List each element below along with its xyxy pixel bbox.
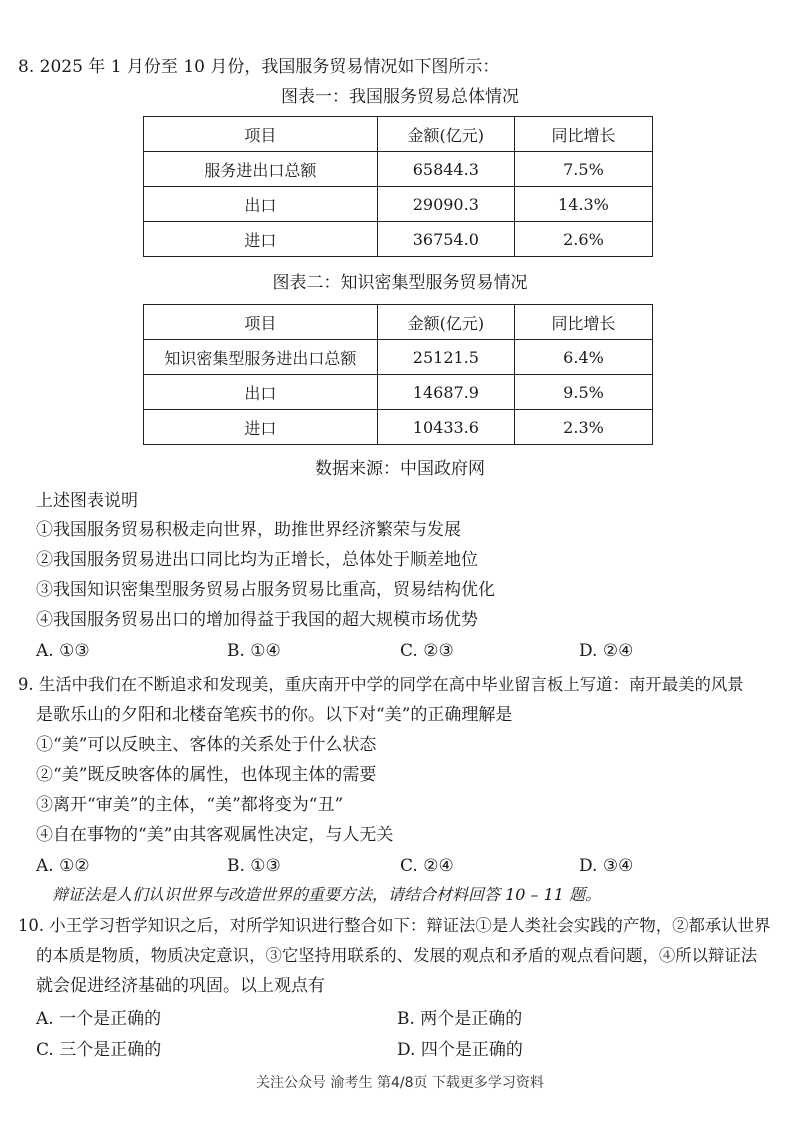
table-cell: 出口 <box>144 375 378 410</box>
table-cell: 14.3% <box>514 187 652 222</box>
table-header-row <box>144 305 653 340</box>
table-header-row <box>144 117 653 152</box>
table-cell: 7.5% <box>514 152 652 187</box>
q9-statement-4: ④自在事物的“美”由其客观属性决定，与人无关 <box>36 825 394 845</box>
table-row <box>144 152 653 187</box>
q9-statement-1: ①“美”可以反映主、客体的关系处于什么状态 <box>36 735 377 755</box>
intro-10-11: 辩证法是人们认识世界与改造世界的重要方法，请结合材料回答 10 – 11 题。 <box>52 885 602 904</box>
table-cell: 进口 <box>144 222 378 257</box>
q10-option-c: C. 三个是正确的 <box>36 1040 162 1060</box>
table-row <box>144 187 653 222</box>
table-header-cell: 同比增长 <box>514 117 652 152</box>
table-row <box>144 222 653 257</box>
q9-option-b: B. ①③ <box>227 856 281 876</box>
q9-statement-3: ③离开“审美”的主体，“美”都将变为“丑” <box>36 795 344 815</box>
q9-option-c: C. ②④ <box>400 856 454 876</box>
table-header-cell: 金额(亿元) <box>377 305 514 340</box>
table-cell: 2.6% <box>514 222 652 257</box>
q8-statement-2: ②我国服务贸易进出口同比均为正增长，总体处于顺差地位 <box>36 550 478 570</box>
table1 <box>143 116 653 257</box>
table-cell: 10433.6 <box>377 410 514 445</box>
q10-stem-line2: 的本质是物质，物质决定意识，③它坚持用联系的、发展的观点和矛盾的观点看问题，④所以辩证法 <box>36 946 758 965</box>
q8-stem: 8. 2025 年 1 月份至 10 月份，我国服务贸易情况如下图所示： <box>18 57 500 77</box>
table-header-cell: 项目 <box>144 117 378 152</box>
q10-option-b: B. 两个是正确的 <box>397 1009 523 1029</box>
q8-option-a: A. ①③ <box>36 641 90 661</box>
table-cell: 14687.9 <box>377 375 514 410</box>
q8-prompt: 上述图表说明 <box>36 491 138 511</box>
data-source: 数据来源：中国政府网 <box>315 459 485 479</box>
q9-option-d: D. ③④ <box>579 856 634 876</box>
table-cell: 知识密集型服务进出口总额 <box>144 340 378 375</box>
q9-stem-line1: 9. 生活中我们在不断追求和发现美，重庆南开中学的同学在高中毕业留言板上写道：南开最美的风景 <box>18 675 744 694</box>
table-cell: 出口 <box>144 187 378 222</box>
q9-stem-line2: 是歌乐山的夕阳和北楼奋笔疾书的你。以下对“美”的正确理解是 <box>36 705 513 725</box>
table-header-cell: 金额(亿元) <box>377 117 514 152</box>
table-cell: 36754.0 <box>377 222 514 257</box>
table-cell: 2.3% <box>515 410 653 445</box>
table-cell: 9.5% <box>515 375 653 410</box>
table-cell: 6.4% <box>515 340 653 375</box>
table-cell: 29090.3 <box>377 187 514 222</box>
table-cell: 25121.5 <box>377 340 514 375</box>
q10-stem-line1: 10. 小王学习哲学知识之后，对所学知识进行整合如下：辩证法①是人类社会实践的产物，②都承认世界 <box>18 916 771 935</box>
q10-stem-line3: 就会促进经济基础的巩固。以上观点有 <box>36 976 325 996</box>
q8-statement-4: ④我国服务贸易出口的增加得益于我国的超大规模市场优势 <box>36 610 478 630</box>
q8-statement-3: ③我国知识密集型服务贸易占服务贸易比重高，贸易结构优化 <box>36 580 495 600</box>
table2-title: 图表二：知识密集型服务贸易情况 <box>272 273 528 293</box>
q10-option-d: D. 四个是正确的 <box>397 1040 523 1060</box>
table1-title: 图表一：我国服务贸易总体情况 <box>281 87 519 107</box>
q8-option-c: C. ②③ <box>400 641 454 661</box>
table-header-cell: 项目 <box>144 305 378 340</box>
table-row <box>144 375 653 410</box>
page-footer: 关注公众号 渝考生 第4/8页 下载更多学习资料 <box>256 1075 544 1091</box>
table2 <box>143 304 653 445</box>
table-header-cell: 同比增长 <box>515 305 653 340</box>
q10-option-a: A. 一个是正确的 <box>36 1009 162 1029</box>
table-row <box>144 410 653 445</box>
q9-statement-2: ②“美”既反映客体的属性，也体现主体的需要 <box>36 765 377 785</box>
table-cell: 进口 <box>144 410 378 445</box>
q9-option-a: A. ①② <box>36 856 90 876</box>
table-row <box>144 340 653 375</box>
q8-option-d: D. ②④ <box>579 641 634 661</box>
q8-statement-1: ①我国服务贸易积极走向世界，助推世界经济繁荣与发展 <box>36 520 461 540</box>
table-cell: 服务进出口总额 <box>144 152 378 187</box>
table-cell: 65844.3 <box>377 152 514 187</box>
q8-option-b: B. ①④ <box>227 641 281 661</box>
